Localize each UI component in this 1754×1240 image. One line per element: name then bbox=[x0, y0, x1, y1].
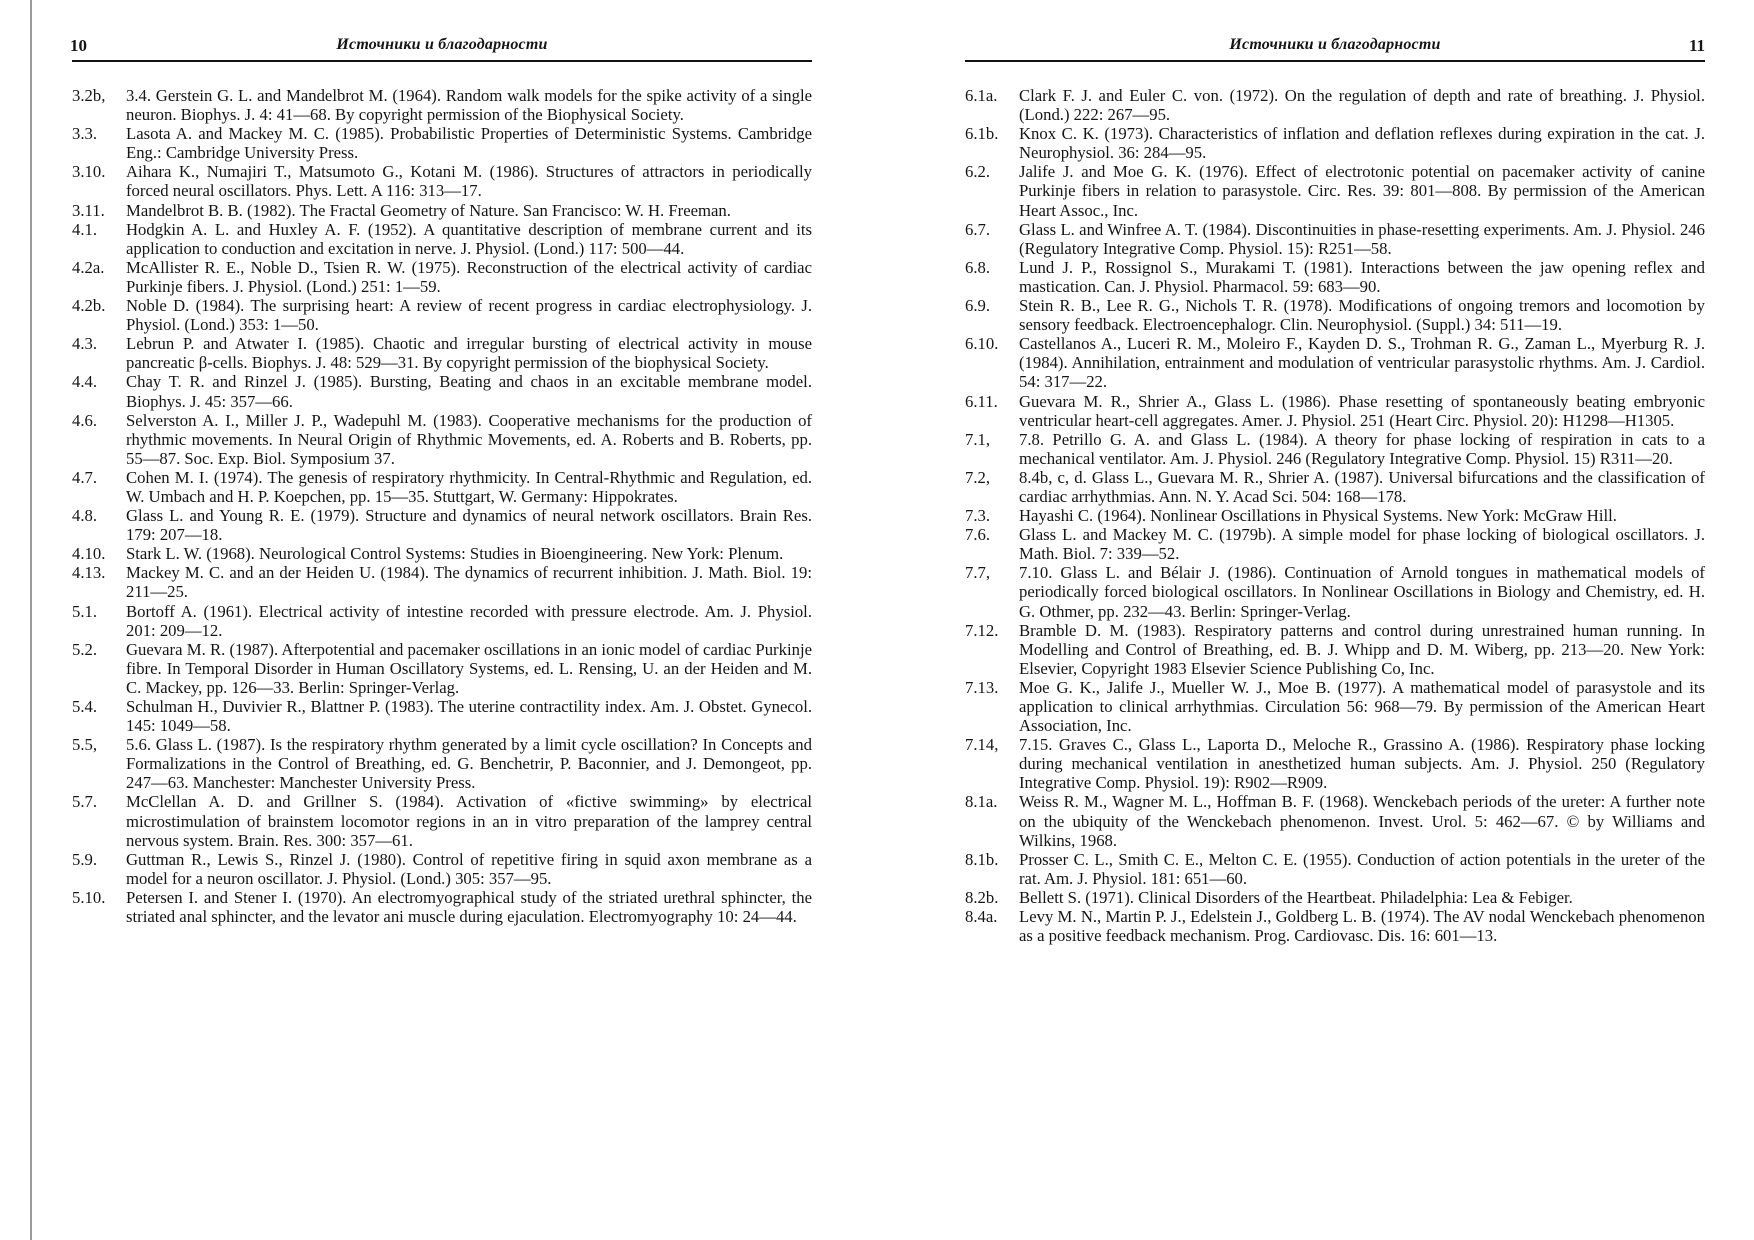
reference-number: 6.7. bbox=[965, 219, 991, 239]
reference-entry bbox=[965, 506, 1705, 525]
reference-text: Lasota A. and Mackey M. C. (1985). Probabilistic Properties of Deterministic Systems. Cambridge Eng.: Cambridge University Press. bbox=[126, 124, 812, 163]
reference-entry bbox=[72, 201, 812, 220]
reference-number: 7.1, bbox=[965, 429, 991, 449]
reference-entry bbox=[965, 735, 1705, 792]
page-number: 11 bbox=[1688, 36, 1705, 55]
reference-number: 8.2b. bbox=[965, 887, 999, 907]
reference-text: Mandelbrot B. B. (1982). The Fractal Geometry of Nature. San Francisco: W. H. Freeman. bbox=[126, 200, 731, 220]
reference-number: 7.3. bbox=[965, 506, 991, 526]
reference-entry bbox=[72, 372, 812, 410]
reference-list bbox=[72, 86, 812, 926]
reference-entry bbox=[965, 888, 1705, 907]
reference-entry bbox=[72, 220, 812, 258]
page-header bbox=[72, 36, 812, 62]
reference-text: Mackey M. C. and an der Heiden U. (1984). The dynamics of recurrent inhibition. J. Math. Biol. 19: 211—25. bbox=[126, 563, 812, 602]
reference-text: Chay T. R. and Rinzel J. (1985). Bursting, Beating and chaos in an excitable membrane model. Biophys. J. 45: 357—66. bbox=[126, 372, 812, 411]
reference-number: 4.1. bbox=[72, 219, 98, 239]
reference-number: 6.9. bbox=[965, 296, 991, 316]
left-page bbox=[72, 36, 812, 926]
reference-number: 5.2. bbox=[72, 639, 98, 659]
reference-entry bbox=[72, 506, 812, 544]
reference-text: Lund J. P., Rossignol S., Murakami T. (1981). Interactions between the jaw opening reflex and mastication. Can. J. Physiol. Pharmacol. 59: 683—90. bbox=[1019, 257, 1705, 296]
reference-text: Jalife J. and Moe G. K. (1976). Effect of electrotonic potential on pacemaker activity of canine Purkinje fibers in relation to parasystole. Circ. Res. 39: 801—808. By permission of the American Heart Assoc., Inc. bbox=[1019, 162, 1705, 220]
reference-number: 4.13. bbox=[72, 563, 106, 583]
reference-entry bbox=[965, 392, 1705, 430]
reference-text: Prosser C. L., Smith C. E., Melton C. E. (1955). Conduction of action potentials in the ureter of the rat. Am. J. Physiol. 181: 651—60. bbox=[1019, 849, 1705, 888]
reference-text: 7.8. Petrillo G. A. and Glass L. (1984). A theory for phase locking of respiration in cats to a mechanical ventilator. Am. J. Physiol. 246 (Regulatory Integrative Comp. Physiol. 15) R311—20. bbox=[1019, 429, 1705, 468]
reference-text: Cohen M. I. (1974). The genesis of respiratory rhythmicity. In Central-Rhythmic and Regulation, ed. W. Umbach and H. P. Koepchen, pp. 15—35. Stuttgart, W. Germany: Hippokrates. bbox=[126, 467, 812, 506]
running-head: Источники и благодарности bbox=[336, 36, 548, 53]
reference-text: Aihara K., Numajiri T., Matsumoto G., Kotani M. (1986). Structures of attractors in periodically forced neural oscillators. Phys. Lett. A 116: 313—17. bbox=[126, 162, 812, 201]
reference-entry bbox=[965, 124, 1705, 162]
reference-text: Glass L. and Mackey M. C. (1979b). A simple model for phase locking of biological oscillators. J. Math. Biol. 7: 339—52. bbox=[1019, 525, 1705, 564]
reference-entry bbox=[72, 563, 812, 601]
reference-number: 3.2b, bbox=[72, 86, 106, 105]
reference-entry bbox=[965, 220, 1705, 258]
reference-number: 8.1b. bbox=[965, 849, 999, 869]
reference-entry bbox=[72, 411, 812, 468]
reference-text: 8.4b, c, d. Glass L., Guevara M. R., Shrier A. (1987). Universal bifurcations and the classification of cardiac arrhythmias. Ann. N. Y. Acad Sci. 504: 168—178. bbox=[1019, 467, 1705, 506]
reference-number: 4.7. bbox=[72, 467, 98, 487]
reference-text: Glass L. and Winfree A. T. (1984). Discontinuities in phase-resetting experiments. Am. J. Physiol. 246 (Regulatory Integrative Comp. Physiol. 15): R251—58. bbox=[1019, 219, 1705, 258]
reference-text: McAllister R. E., Noble D., Tsien R. W. (1975). Reconstruction of the electrical activity of cardiac Purkinje fibers. J. Physiol. (Lond.) 251: 1—59. bbox=[126, 257, 812, 296]
reference-number: 3.10. bbox=[72, 162, 106, 182]
reference-number: 4.2b. bbox=[72, 296, 106, 316]
reference-number: 3.11. bbox=[72, 200, 105, 220]
reference-entry bbox=[72, 296, 812, 334]
reference-text: 7.10. Glass L. and Bélair J. (1986). Continuation of Arnold tongues in mathematical models of periodically forced biological oscillators. In Nonlinear Oscillations in Biology and Chemistry, ed. H. G. Othmer, pp. 232—43. Berlin: Springer-Verlag. bbox=[1019, 563, 1705, 621]
reference-list bbox=[965, 86, 1705, 945]
running-head: Источники и благодарности bbox=[1229, 36, 1441, 53]
reference-entry bbox=[965, 468, 1705, 506]
reference-text: 7.15. Graves C., Glass L., Laporta D., Meloche R., Grassino A. (1986). Respiratory phase locking during mechanical ventilation in anesthetized human subjects. Am. J. Physiol. 250 (Regulatory Integrative Comp. Physiol. 19): R902—R909. bbox=[1019, 735, 1705, 793]
scan-gutter-line bbox=[30, 0, 32, 1240]
reference-text: Guevara M. R. (1987). Afterpotential and pacemaker oscillations in an ionic model of cardiac Purkinje fibre. In Temporal Disorder in Human Oscillatory Systems, ed. L. Rensing, U. an der Heiden and M. C. Mackey, pp. 126—33. Berlin: Springer-Verlag. bbox=[126, 639, 812, 697]
reference-number: 6.11. bbox=[965, 391, 998, 411]
reference-text: Stein R. B., Lee R. G., Nichols T. R. (1978). Modifications of ongoing tremors and locomotion by sensory feedback. Electroencephalogr. Clin. Neurophysiol. (Suppl.) 34: 511—19. bbox=[1019, 296, 1705, 335]
reference-text: Guttman R., Lewis S., Rinzel J. (1980). Control of repetitive firing in squid axon membrane as a model for a neuron oscillator. J. Physiol. (Lond.) 305: 357—95. bbox=[126, 849, 812, 888]
reference-text: Petersen I. and Stener I. (1970). An electromyographical study of the striated urethral sphincter, the striated anal sphincter, and the levator ani muscle during ejaculation. Electromyography 10: 24—44. bbox=[126, 887, 812, 927]
reference-number: 5.7. bbox=[72, 792, 98, 812]
reference-text: Bramble D. M. (1983). Respiratory patterns and control during unrestrained human running. In Modelling and Control of Breathing, ed. B. J. Whipp and D. M. Wiberg, pp. 213—20. New York: Elsevier, Copyright 1983 Elsevier Science Publishing Co, Inc. bbox=[1019, 620, 1705, 678]
reference-entry bbox=[965, 162, 1705, 219]
reference-number: 7.2, bbox=[965, 467, 991, 487]
reference-entry bbox=[72, 468, 812, 506]
reference-entry bbox=[965, 430, 1705, 468]
reference-entry bbox=[72, 888, 812, 926]
reference-number: 7.14, bbox=[965, 735, 999, 755]
reference-entry bbox=[72, 334, 812, 372]
reference-text: Bellett S. (1971). Clinical Disorders of the Heartbeat. Philadelphia: Lea & Febiger. bbox=[1019, 887, 1573, 907]
reference-text: Castellanos A., Luceri R. M., Moleiro F., Kayden D. S., Trohman R. G., Zaman L., Myerburg R. J. (1984). Annihilation, entrainment and modulation of ventricular parasystolic rhythms. Am. J. Cardiol. 54: 317—22. bbox=[1019, 334, 1705, 392]
reference-number: 4.3. bbox=[72, 334, 98, 354]
reference-entry bbox=[72, 86, 812, 124]
reference-entry bbox=[72, 697, 812, 735]
reference-number: 5.4. bbox=[72, 697, 98, 716]
reference-entry bbox=[72, 124, 812, 162]
reference-text: Guevara M. R., Shrier A., Glass L. (1986). Phase resetting of spontaneously beating embryonic ventricular heart-cell aggregates. Amer. J. Physiol. 251 (Heart Circ. Physiol. 20): H1298—H1305. bbox=[1019, 391, 1705, 430]
reference-text: Hodgkin A. L. and Huxley A. F. (1952). A quantitative description of membrane current and its application to conduction and excitation in nerve. J. Physiol. (Lond.) 117: 500—44. bbox=[126, 219, 812, 258]
reference-text: Levy M. N., Martin P. J., Edelstein J., Goldberg L. B. (1974). The AV nodal Wenckebach phenomenon as a positive feedback mechanism. Prog. Cardiovasc. Dis. 16: 601—13. bbox=[1019, 907, 1705, 946]
reference-entry bbox=[965, 792, 1705, 849]
reference-number: 8.1a. bbox=[965, 792, 998, 812]
reference-text: Stark L. W. (1968). Neurological Control Systems: Studies in Bioengineering. New York: Plenum. bbox=[126, 544, 784, 564]
page-number: 10 bbox=[70, 36, 87, 55]
reference-entry bbox=[72, 544, 812, 563]
reference-number: 4.8. bbox=[72, 506, 98, 526]
reference-number: 4.6. bbox=[72, 410, 98, 430]
reference-number: 4.2a. bbox=[72, 257, 105, 277]
reference-text: Moe G. K., Jalife J., Mueller W. J., Moe B. (1977). A mathematical model of parasystole and its application to clinical arrhythmias. Circulation 56: 968—79. By permission of the American Heart Association, Inc. bbox=[1019, 677, 1705, 736]
page-header bbox=[965, 36, 1705, 62]
reference-text: Bortoff A. (1961). Electrical activity of intestine recorded with pressure electrode. Am. J. Physiol. 201: 209—12. bbox=[126, 601, 812, 640]
reference-text: 5.6. Glass L. (1987). Is the respiratory rhythm generated by a limit cycle oscillation? In Concepts and Formalizations in the Control of Breathing, ed. G. Benchetrir, P. Baconnier, and J. Demongeot, pp. 247—63. Manchester: Manchester University Press. bbox=[126, 735, 812, 793]
reference-number: 7.7, bbox=[965, 563, 991, 583]
reference-entry bbox=[72, 850, 812, 888]
reference-number: 7.12. bbox=[965, 620, 999, 640]
reference-text: Knox C. K. (1973). Characteristics of inflation and deflation reflexes during expiration in the cat. J. Neurophysiol. 36: 284—95. bbox=[1019, 124, 1705, 163]
reference-number: 8.4a. bbox=[965, 907, 998, 927]
reference-number: 7.6. bbox=[965, 525, 991, 545]
reference-entry bbox=[72, 640, 812, 697]
reference-entry bbox=[965, 258, 1705, 296]
reference-text: Lebrun P. and Atwater I. (1985). Chaotic and irregular bursting of electrical activity in mouse pancreatic β-cells. Biophys. J. 48: 529—31. By copyright permission of the biophysical Society. bbox=[126, 334, 812, 373]
reference-number: 6.8. bbox=[965, 257, 991, 277]
reference-entry bbox=[72, 792, 812, 849]
reference-text: Selverston A. I., Miller J. P., Wadepuhl M. (1983). Cooperative mechanisms for the production of rhythmic movements. In Neural Origin of Rhythmic Movements, ed. A. Roberts and B. Roberts, pp. 55—87. Soc. Exp. Biol. Symposium 37. bbox=[126, 410, 812, 468]
reference-number: 3.3. bbox=[72, 124, 98, 144]
reference-entry bbox=[965, 907, 1705, 945]
reference-number: 6.1a. bbox=[965, 86, 998, 105]
reference-number: 4.4. bbox=[72, 372, 98, 392]
reference-number: 7.13. bbox=[965, 677, 999, 697]
reference-text: Clark F. J. and Euler C. von. (1972). On the regulation of depth and rate of breathing. J. Physiol. (Lond.) 222: 267—95. bbox=[1019, 86, 1705, 125]
reference-entry bbox=[72, 258, 812, 296]
reference-number: 6.2. bbox=[965, 162, 991, 182]
reference-entry bbox=[965, 563, 1705, 620]
reference-entry bbox=[72, 735, 812, 792]
reference-entry bbox=[72, 162, 812, 200]
reference-text: Weiss R. M., Wagner M. L., Hoffman B. F. (1968). Wenckebach periods of the ureter: A further note on the ubiquity of the Wenckebach phenomenon. Invest. Urol. 5: 462—67. © by Williams and Wilkins, 1968. bbox=[1019, 792, 1705, 850]
reference-entry bbox=[965, 850, 1705, 888]
reference-entry bbox=[965, 621, 1705, 678]
reference-entry bbox=[965, 334, 1705, 391]
reference-entry bbox=[965, 86, 1705, 124]
right-page bbox=[965, 36, 1705, 945]
reference-entry bbox=[72, 602, 812, 640]
reference-text: Noble D. (1984). The surprising heart: A review of recent progress in cardiac electrophysiology. J. Physiol. (Lond.) 353: 1—50. bbox=[126, 296, 812, 335]
reference-number: 5.10. bbox=[72, 887, 106, 907]
reference-number: 5.1. bbox=[72, 601, 98, 621]
reference-number: 5.9. bbox=[72, 849, 98, 869]
reference-entry bbox=[965, 296, 1705, 334]
reference-number: 4.10. bbox=[72, 544, 106, 564]
reference-text: McClellan A. D. and Grillner S. (1984). Activation of «fictive swimming» by electrical microstimulation of brainstem locomotor regions in an in vitro preparation of the lamprey central nervous system. Brain. Res. 300: 357—61. bbox=[126, 792, 812, 850]
reference-number: 5.5, bbox=[72, 735, 98, 755]
reference-number: 6.1b. bbox=[965, 124, 999, 144]
reference-text: 3.4. Gerstein G. L. and Mandelbrot M. (1964). Random walk models for the spike activity of a single neuron. Biophys. J. 4: 41—68. By copyright permission of the Biophysical Society. bbox=[126, 86, 812, 125]
reference-text: Hayashi C. (1964). Nonlinear Oscillations in Physical Systems. New York: McGraw Hill. bbox=[1019, 506, 1617, 526]
reference-entry bbox=[965, 525, 1705, 563]
reference-entry bbox=[965, 678, 1705, 735]
reference-text: Schulman H., Duvivier R., Blattner P. (1983). The uterine contractility index. Am. J. Obstet. Gynecol. 145: 1049—58. bbox=[126, 697, 812, 736]
reference-number: 6.10. bbox=[965, 334, 999, 354]
reference-text: Glass L. and Young R. E. (1979). Structure and dynamics of neural network oscillators. Brain Res. 179: 207—18. bbox=[126, 506, 812, 545]
